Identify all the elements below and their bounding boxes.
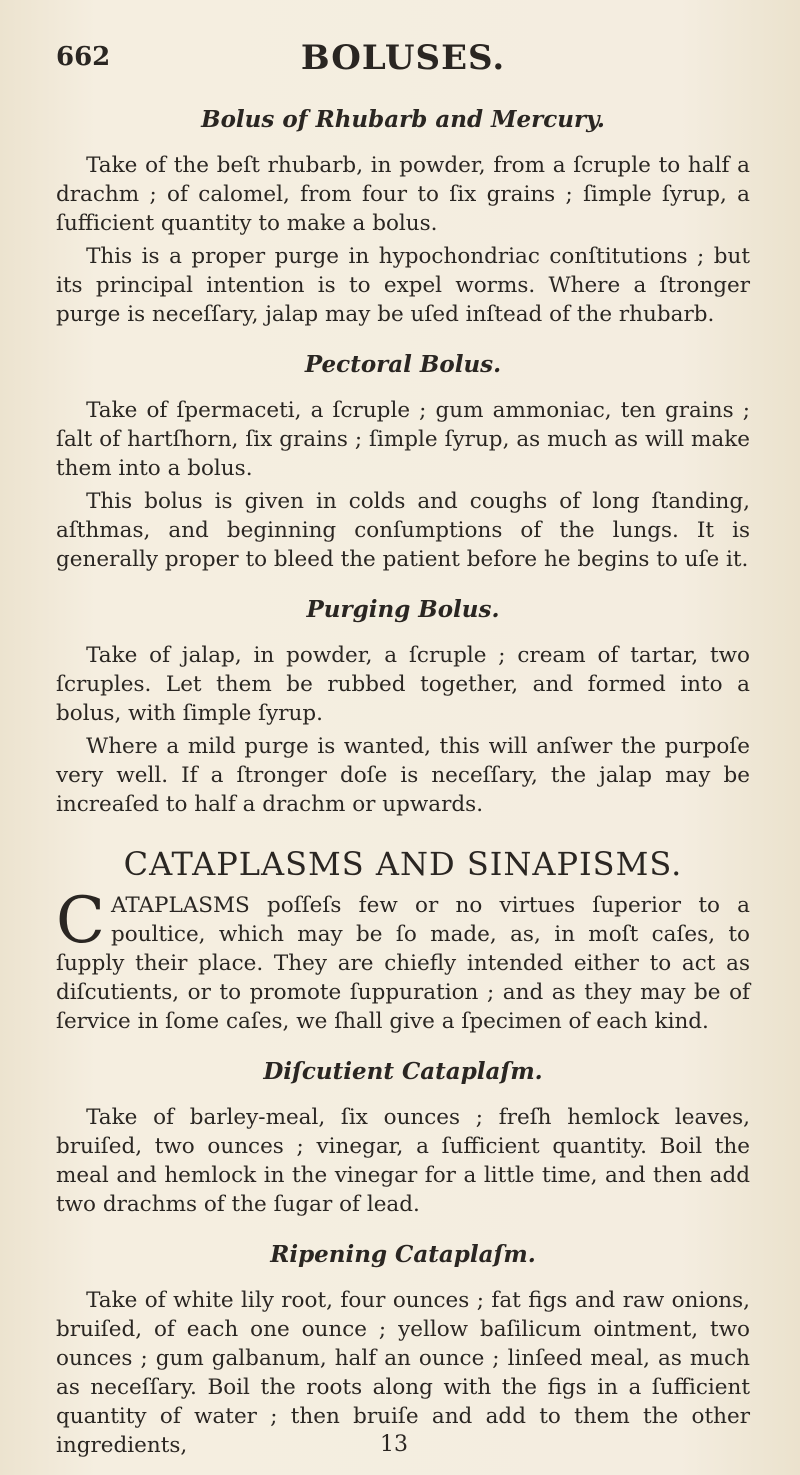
ripening-recipe-paragraph: Take of white lily root, four ounces ; fat figs and raw onions, bruiſed, of each one ounce ; yellow baſilicum ointment, two ounces ; gum galbanum, half an ounce ; linſeed meal, as much as neceſſary. Boil the roots along with the figs in a ſufficient quantity of water ; then bruiſe and add to them the other ingredients, bbox=[56, 1288, 750, 1458]
rhubarb-bolus-heading: Bolus of Rhubarb and Mercury. bbox=[201, 106, 605, 133]
drop-cap: C bbox=[56, 884, 105, 958]
pectoral-bolus-heading: Pectoral Bolus. bbox=[304, 351, 502, 378]
running-head bbox=[56, 28, 750, 84]
cataplasms-intro-text: ATAPLASMS poſſeſs few or no virtues ſuperior to a poultice, which may be ſo made, as, in moſt caſes, to ſupply their place. They are chiefly intended either to act as diſcutients, or to promote ſuppuration ; and as they may be of ſervice in ſome caſes, we ſhall give a ſpecimen of each kind. bbox=[56, 893, 750, 1034]
discutient-cataplasm-heading: Diſcutient Cataplaſm. bbox=[263, 1058, 543, 1085]
cataplasms-intro-paragraph bbox=[56, 884, 750, 1036]
discutient-recipe-paragraph: Take of barley-meal, ſix ounces ; freſh hemlock leaves, bruiſed, two ounces ; vinegar, a ſufficient quantity. Boil the meal and hemlock in the vinegar for a little time, and then add two drachms of the ſugar of lead. bbox=[56, 1105, 750, 1217]
rhubarb-recipe-paragraph: Take of the beſt rhubarb, in powder, from a ſcruple to half a drachm ; of calomel, from four to ſix grains ; ſimple ſyrup, a ſufficient quantity to make a bolus. bbox=[56, 153, 750, 236]
rhubarb-usage-paragraph: This is a proper purge in hypochondriac conſtitutions ; but its principal intention is to expel worms. Where a ſtronger purge is neceſſary, jalap may be uſed inſtead of the rhubarb. bbox=[56, 244, 750, 327]
purging-usage-paragraph: Where a mild purge is wanted, this will anſwer the purpoſe very well. If a ſtronger doſe is neceſſary, the jalap may be increaſed to half a drachm or upwards. bbox=[56, 734, 750, 817]
purging-bolus-heading: Purging Bolus. bbox=[306, 596, 500, 623]
page-number: 662 bbox=[56, 42, 111, 72]
pectoral-recipe-paragraph: Take of ſpermaceti, a ſcruple ; gum ammoniac, ten grains ; ſalt of hartſhorn, ſix grains ; ſimple ſyrup, as much as will make them into a bolus. bbox=[56, 398, 750, 481]
ripening-cataplasm-heading: Ripening Cataplaſm. bbox=[270, 1241, 536, 1268]
cataplasms-section-heading: CATAPLASMS AND SINAPISMS. bbox=[123, 845, 683, 883]
purging-recipe-paragraph: Take of jalap, in powder, a ſcruple ; cream of tartar, two ſcruples. Let them be rubbed together, and formed into a bolus, with ſimple ſyrup. bbox=[56, 643, 750, 726]
pectoral-usage-paragraph: This bolus is given in colds and coughs of long ſtanding, aſthmas, and beginning conſumptions of the lungs. It is generally proper to bleed the patient before he begins to uſe it. bbox=[56, 489, 750, 572]
signature-mark: 13 bbox=[380, 1432, 408, 1457]
running-title: BOLUSES. bbox=[300, 38, 506, 78]
